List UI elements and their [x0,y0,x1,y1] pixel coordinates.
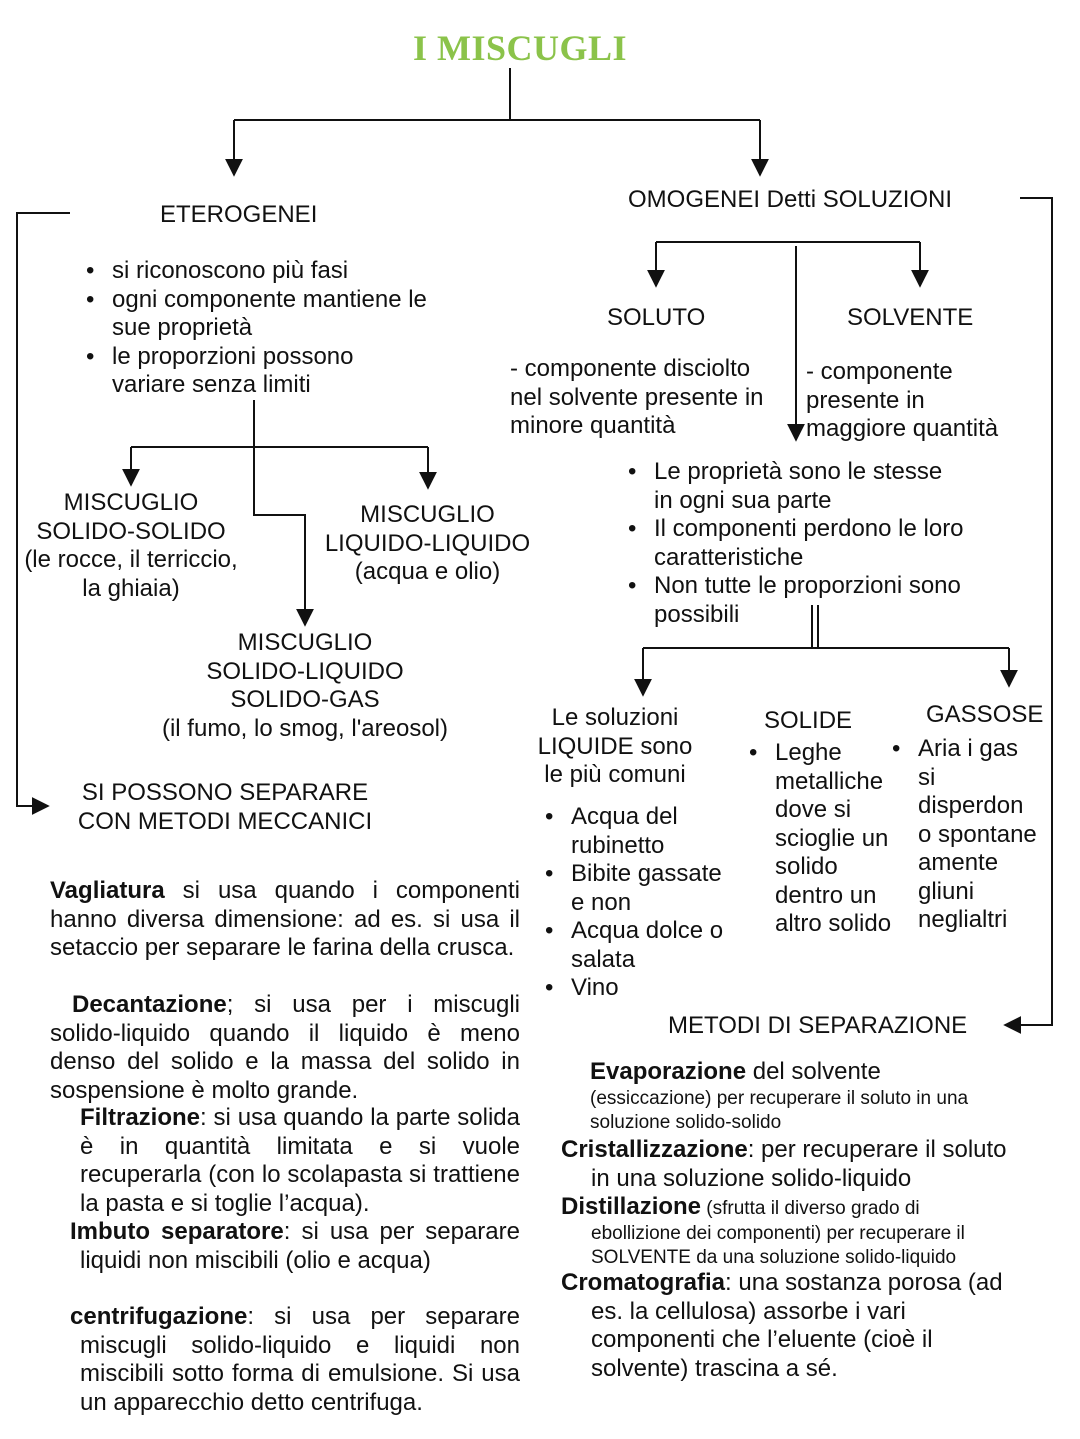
omogenei-heading: OMOGENEI Detti SOLUZIONI [628,186,953,213]
label: Le soluzioni [551,704,679,731]
label: (il fumo, lo smog, l'areosol) [161,714,448,742]
description: es. la cellulosa) assorbe i vari [591,1297,906,1325]
label: MISCUGLIO [237,629,373,656]
term: Filtrazione [80,1104,201,1131]
term: centrifugazione [70,1303,248,1330]
label: MISCUGLIO [63,489,199,516]
omogenei-bullets [624,458,964,629]
soluzioni-liquide-list [541,803,741,1003]
label: - componente [806,358,953,385]
method-filtrazione [80,1104,520,1218]
label: CON METODI MECCANICI [77,807,373,835]
label: MISCUGLIO [360,501,495,528]
soluzioni-solide-heading: SOLIDE [764,707,853,734]
term: Evaporazione [590,1058,747,1085]
method-cristallizzazione [561,1136,1051,1193]
list-item: • Le proprietà sono le stesse in ogni sua parte [624,458,964,515]
label: SI POSSONO SEPARARE [81,779,369,806]
term: Decantazione [72,991,227,1018]
description: si usa quando i componenti hanno diversa dimensione: ad es. si usa il setaccio per separare le farina della crusca. [50,877,520,961]
method-evaporazione [590,1058,1040,1135]
list-item: • Acqua del rubinetto [541,803,741,860]
page-title: I MISCUGLI [412,28,628,68]
label: (acqua e olio) [354,558,501,585]
list-item: • Il componenti perdono le loro caratteristiche [624,515,964,572]
description: : si usa per separare miscugli solido-liquido e liquidi non miscibili sotto forma di emulsione. Si usa un apparecchio detto centrifuga. [80,1303,520,1416]
miscuglio-liquido-liquido [310,501,545,587]
description: ; si usa per i miscugli solido-liquido quando il liquido è meno denso del solido e la massa del solido in sospensione è molto grande. [50,991,520,1104]
soluzioni-gassose-heading: GASSOSE [926,701,1044,728]
method-cromatografia [561,1269,1061,1383]
metodi-separazione-heading: METODI DI SEPARAZIONE [668,1012,968,1039]
description: (sfrutta il diverso grado di [701,1198,920,1219]
soluzioni-solide-list [745,739,905,939]
list-item: • Bibite gassate e non [541,860,741,917]
soluzioni-liquide-heading [525,704,705,790]
method-centrifugazione [70,1303,520,1417]
description: componenti che l’eluente (cioè il [591,1326,933,1353]
soluzioni-gassose-list [888,735,1038,935]
description: del solvente [746,1058,881,1085]
soluto-description [510,355,800,441]
description: : si usa quando la parte solida è in quantità limitata e si vuole recuperarla (con lo scolapasta si trattiene la pasta e si toglie l’acqua). [80,1104,520,1217]
description: : si usa per separare liquidi non miscibili (olio e acqua) [80,1218,520,1274]
description: : una sostanza porosa (ad [725,1269,1003,1296]
label: le più comuni [544,761,686,788]
eterogenei-heading: ETEROGENEI [160,201,318,228]
term: Vagliatura [50,877,165,904]
label: LIQUIDO-LIQUIDO [324,529,531,557]
method-vagliatura [50,877,520,963]
eterogenei-bullets [82,257,432,400]
list-item: • Acqua dolce o salata [541,917,741,974]
term: Imbuto separatore [70,1218,284,1245]
method-distillazione [561,1193,1051,1270]
list-item: • si riconoscono più fasi [82,257,432,286]
label: - componente disciolto [510,355,751,382]
label: presente in [806,386,925,414]
miscuglio-solido-solido [10,489,252,603]
method-imbuto-separatore [70,1218,520,1275]
label: maggiore quantità [806,415,999,442]
arrow-solido-liquido [254,447,305,625]
description: (essiccazione) per recuperare il soluto in una soluzione solido-solido [590,1087,969,1133]
miscuglio-solido-liquido [140,629,470,743]
description: solvente) trascina a sé. [591,1354,838,1382]
description: SOLVENTE da una soluzione solido-liquido [591,1246,957,1268]
solvente-label: SOLVENTE [847,304,974,331]
label: LIQUIDE sono [537,732,693,760]
label: minore quantità [510,412,676,439]
list-item: • Leghe metalliche dove si scioglie un solido dentro un altro solido [745,739,905,939]
soluto-label: SOLUTO [607,304,706,331]
description: : per recuperare il soluto [747,1136,1007,1163]
description: in una soluzione solido-liquido [591,1164,912,1192]
label: SOLIDO-LIQUIDO [206,657,404,685]
term: Distillazione [561,1193,702,1220]
label: (le rocce, il terriccio, [24,546,238,573]
term: Cromatografia [561,1269,726,1296]
list-item: • Non tutte le proporzioni sono possibili [624,572,964,629]
label: SOLIDO-GAS [230,686,380,713]
label: SOLIDO-SOLIDO [36,517,226,545]
method-decantazione [50,991,520,1105]
list-item: • Aria i gas si disperdon o spontane amente gliuni neglialtri [888,735,1038,935]
solvente-description [806,358,1036,444]
label: nel solvente presente in [510,383,764,411]
description: ebollizione dei componenti) per recuperare il [591,1222,965,1244]
label: la ghiaia) [82,574,180,602]
separare-metodi-meccanici [50,779,400,836]
term: Cristallizzazione [561,1136,748,1163]
list-item: • Vino [541,974,741,1003]
list-item: • ogni componente mantiene le sue proprietà [82,286,432,343]
list-item: • le proporzioni possono variare senza limiti [82,343,432,400]
